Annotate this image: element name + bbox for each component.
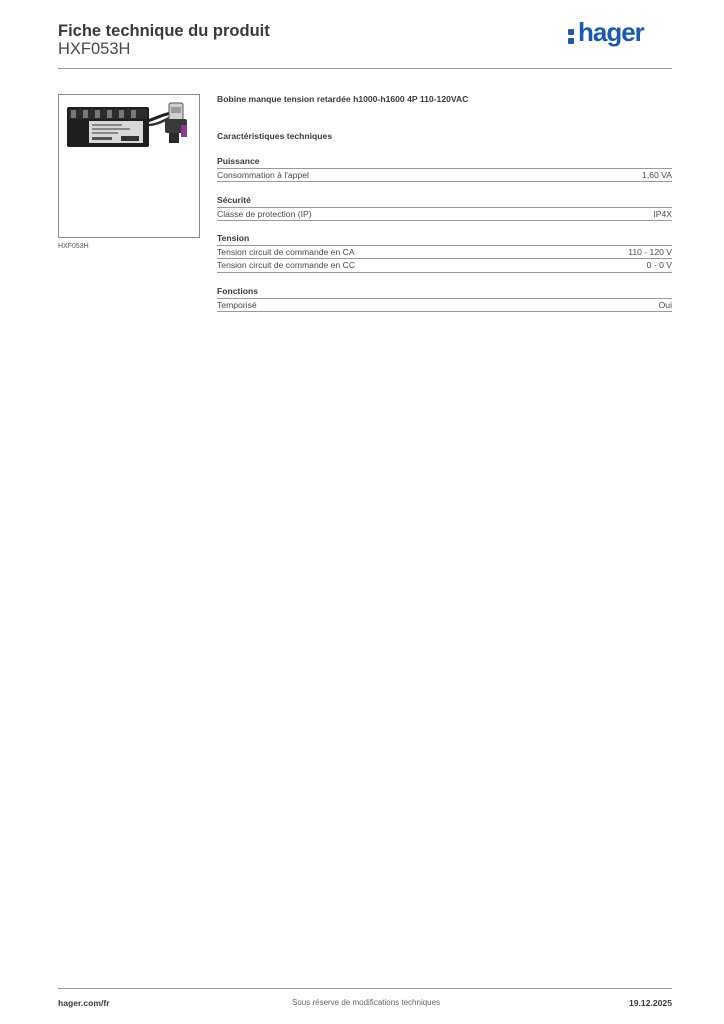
product-reference: HXF053H	[58, 40, 131, 58]
spec-value: IP4X	[653, 209, 672, 219]
spec-row	[217, 259, 672, 273]
spec-row	[217, 207, 672, 221]
spec-group-title: Sécurité	[217, 195, 251, 205]
footer-website-link[interactable]: hager.com/fr	[58, 998, 110, 1008]
page-title: Fiche technique du produit	[58, 22, 270, 40]
product-name: Bobine manque tension retardée h1000-h1600 4P 110-120VAC	[217, 94, 469, 104]
spec-value: 1,60 VA	[642, 170, 672, 180]
footer-date: 19.12.2025	[628, 998, 672, 1008]
spec-value: Oui	[658, 300, 672, 310]
image-caption: HXF053H	[58, 243, 89, 250]
spec-label: Tension circuit de commande en CA	[217, 247, 355, 257]
product-image	[58, 94, 200, 238]
logo-text: hager	[578, 17, 644, 47]
spec-value: 0 - 0 V	[646, 260, 672, 270]
spec-label: Tension circuit de commande en CC	[217, 260, 356, 270]
spec-label: Temporisé	[217, 300, 257, 310]
hager-logo	[566, 17, 654, 50]
spec-row	[217, 298, 672, 312]
spec-value: 110 - 120 V	[628, 247, 672, 257]
spec-label: Classe de protection (IP)	[217, 209, 312, 219]
spec-group-title: Tension	[217, 233, 250, 243]
logo-dot-icon	[568, 29, 574, 35]
spec-row	[217, 245, 672, 259]
footer-disclaimer: Sous réserve de modifications techniques	[292, 998, 441, 1007]
header-divider	[58, 68, 672, 69]
undervoltage-coil-illustration	[59, 95, 199, 237]
section-title: Caractéristiques techniques	[217, 131, 333, 141]
footer-divider	[58, 988, 672, 989]
spec-group-title: Fonctions	[217, 286, 259, 296]
spec-row	[217, 168, 672, 182]
spec-group-title: Puissance	[217, 156, 260, 166]
logo-dot-icon	[568, 38, 574, 44]
page-header	[58, 17, 672, 68]
spec-label: Consommation à l'appel	[217, 170, 309, 180]
